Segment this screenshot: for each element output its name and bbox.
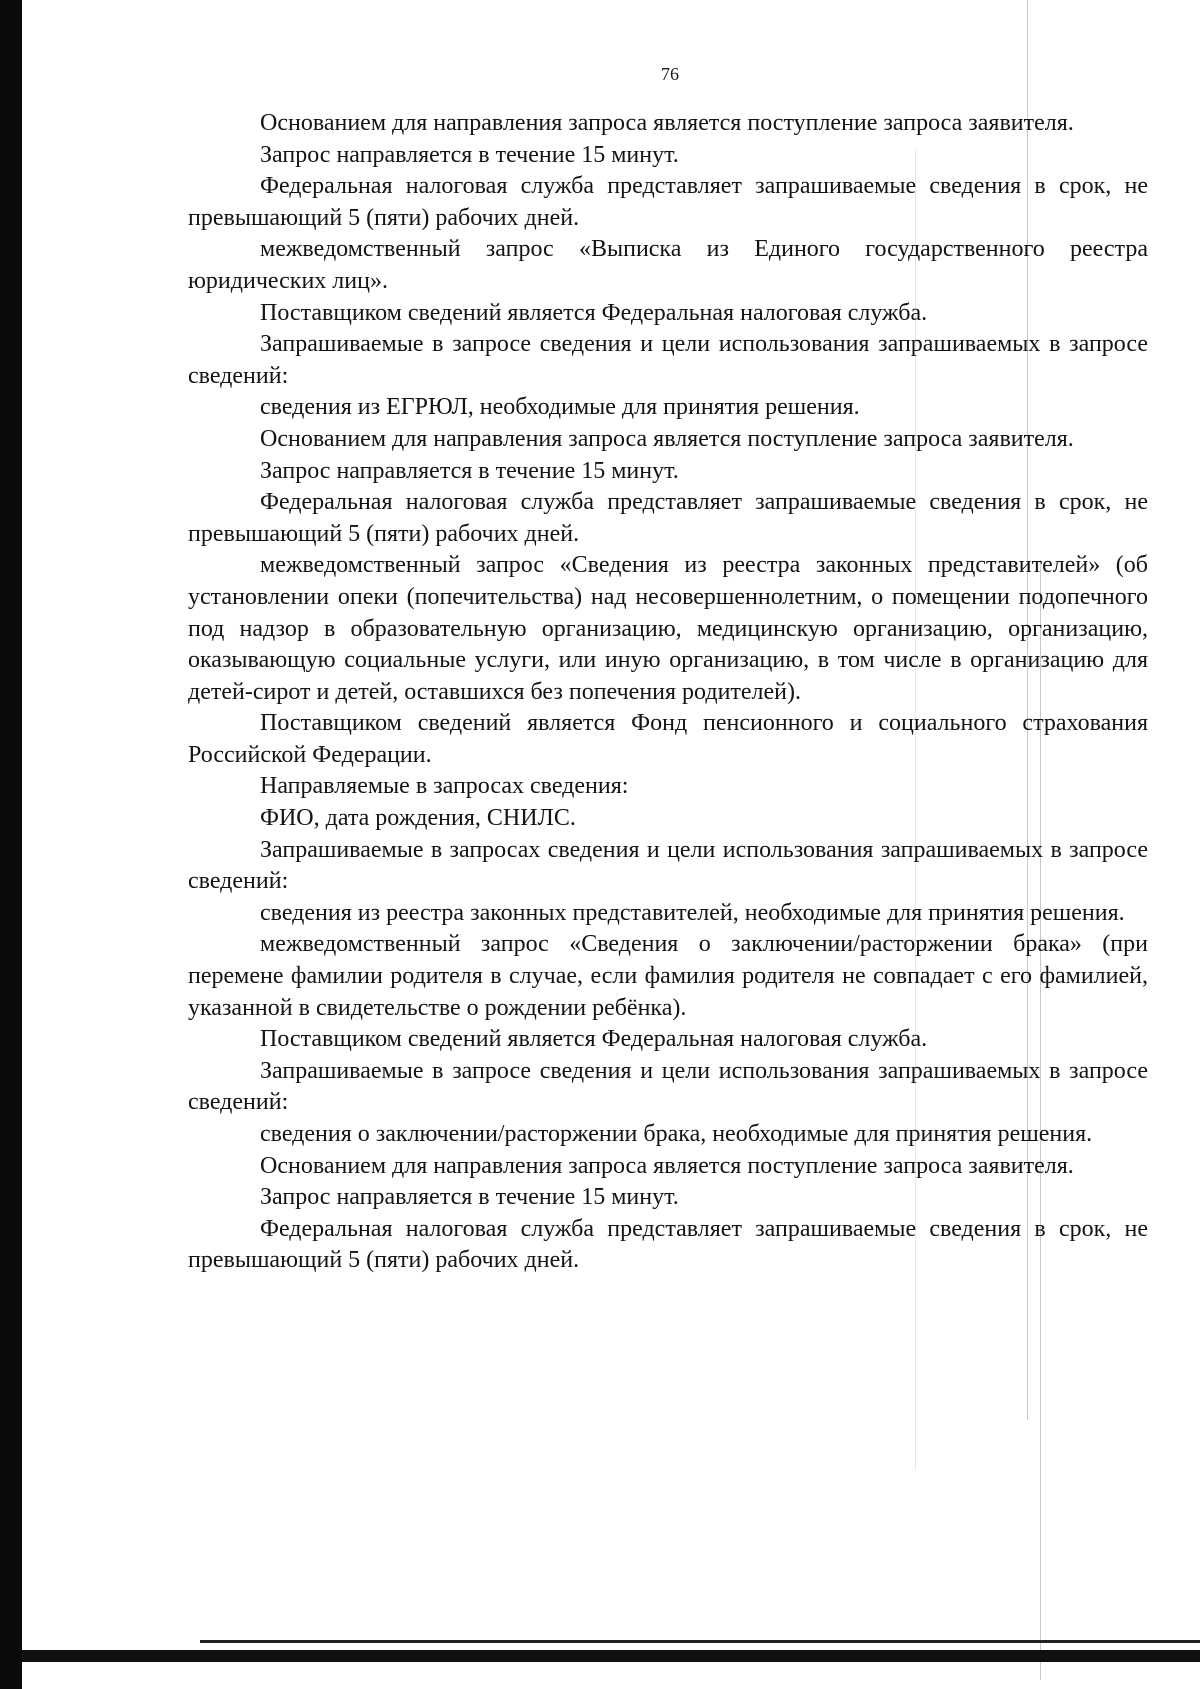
paragraph: межведомственный запрос «Сведения о заключении/расторжении брака» (при перемене фамилии родителя в случае, если фамилия родителя не совпадает с его фамилией, указанной в свидетельстве о рождении ребёнка). bbox=[188, 931, 1148, 1021]
paragraph: Запрашиваемые в запросах сведения и цели использования запрашиваемых в запросе сведений: bbox=[188, 836, 1148, 895]
paragraph: Основанием для направления запроса является поступление запроса заявителя. bbox=[260, 1152, 1074, 1179]
paragraph: сведения из реестра законных представителей, необходимые для принятия решения. bbox=[260, 899, 1125, 926]
paragraph: межведомственный запрос «Сведения из реестра законных представителей» (об установлении опеки (попечительства) над несовершеннолетним, о помещении подопечного под надзор в образовательную организацию, медицинскую организацию, организацию, оказывающую социальные услуги, или иную организацию, в том числе в организацию для детей-сирот и детей, оставшихся без попечения родителей). bbox=[188, 552, 1148, 705]
paragraph: Запрос направляется в течение 15 минут. bbox=[260, 457, 679, 484]
paragraph: Запрос направляется в течение 15 минут. bbox=[260, 141, 679, 168]
scan-bottom-border bbox=[22, 1650, 1200, 1662]
scan-left-border bbox=[0, 0, 22, 1689]
paragraph: сведения о заключении/расторжении брака, необходимые для принятия решения. bbox=[260, 1121, 1093, 1147]
page-number: 76 bbox=[661, 64, 679, 84]
paragraph: Поставщиком сведений является Федеральная налоговая служба. bbox=[260, 299, 928, 326]
paragraph: Основанием для направления запроса является поступление запроса заявителя. bbox=[260, 110, 1074, 136]
paragraph: Федеральная налоговая служба представляет запрашиваемые сведения в срок, не превышающий 5 (пяти) рабочих дней. bbox=[188, 173, 1148, 231]
paragraph: Запрашиваемые в запросе сведения и цели использования запрашиваемых в запросе сведений: bbox=[188, 331, 1148, 389]
paragraph: ФИО, дата рождения, СНИЛС. bbox=[260, 805, 576, 832]
document-body bbox=[188, 108, 1148, 1277]
scan-bottom-line bbox=[200, 1640, 1200, 1643]
paragraph: Направляемые в запросах сведения: bbox=[260, 773, 629, 800]
paragraph: Запрашиваемые в запросе сведения и цели использования запрашиваемых в запросе сведений: bbox=[188, 1057, 1148, 1116]
paragraph: Поставщиком сведений является Фонд пенсионного и социального страхования Российской Федерации. bbox=[188, 710, 1148, 768]
paragraph: Поставщиком сведений является Федеральная налоговая служба. bbox=[260, 1026, 928, 1053]
paragraph: Федеральная налоговая служба представляет запрашиваемые сведения в срок, не превышающий 5 (пяти) рабочих дней. bbox=[188, 489, 1148, 547]
paragraph: Запрос направляется в течение 15 минут. bbox=[260, 1184, 679, 1211]
paragraph: межведомственный запрос «Выписка из Единого государственного реестра юридических лиц». bbox=[188, 236, 1148, 294]
paragraph: Федеральная налоговая служба представляет запрашиваемые сведения в срок, не превышающий 5 (пяти) рабочих дней. bbox=[188, 1215, 1148, 1274]
paragraph: сведения из ЕГРЮЛ, необходимые для принятия решения. bbox=[260, 394, 860, 421]
paragraph: Основанием для направления запроса является поступление запроса заявителя. bbox=[260, 425, 1074, 452]
